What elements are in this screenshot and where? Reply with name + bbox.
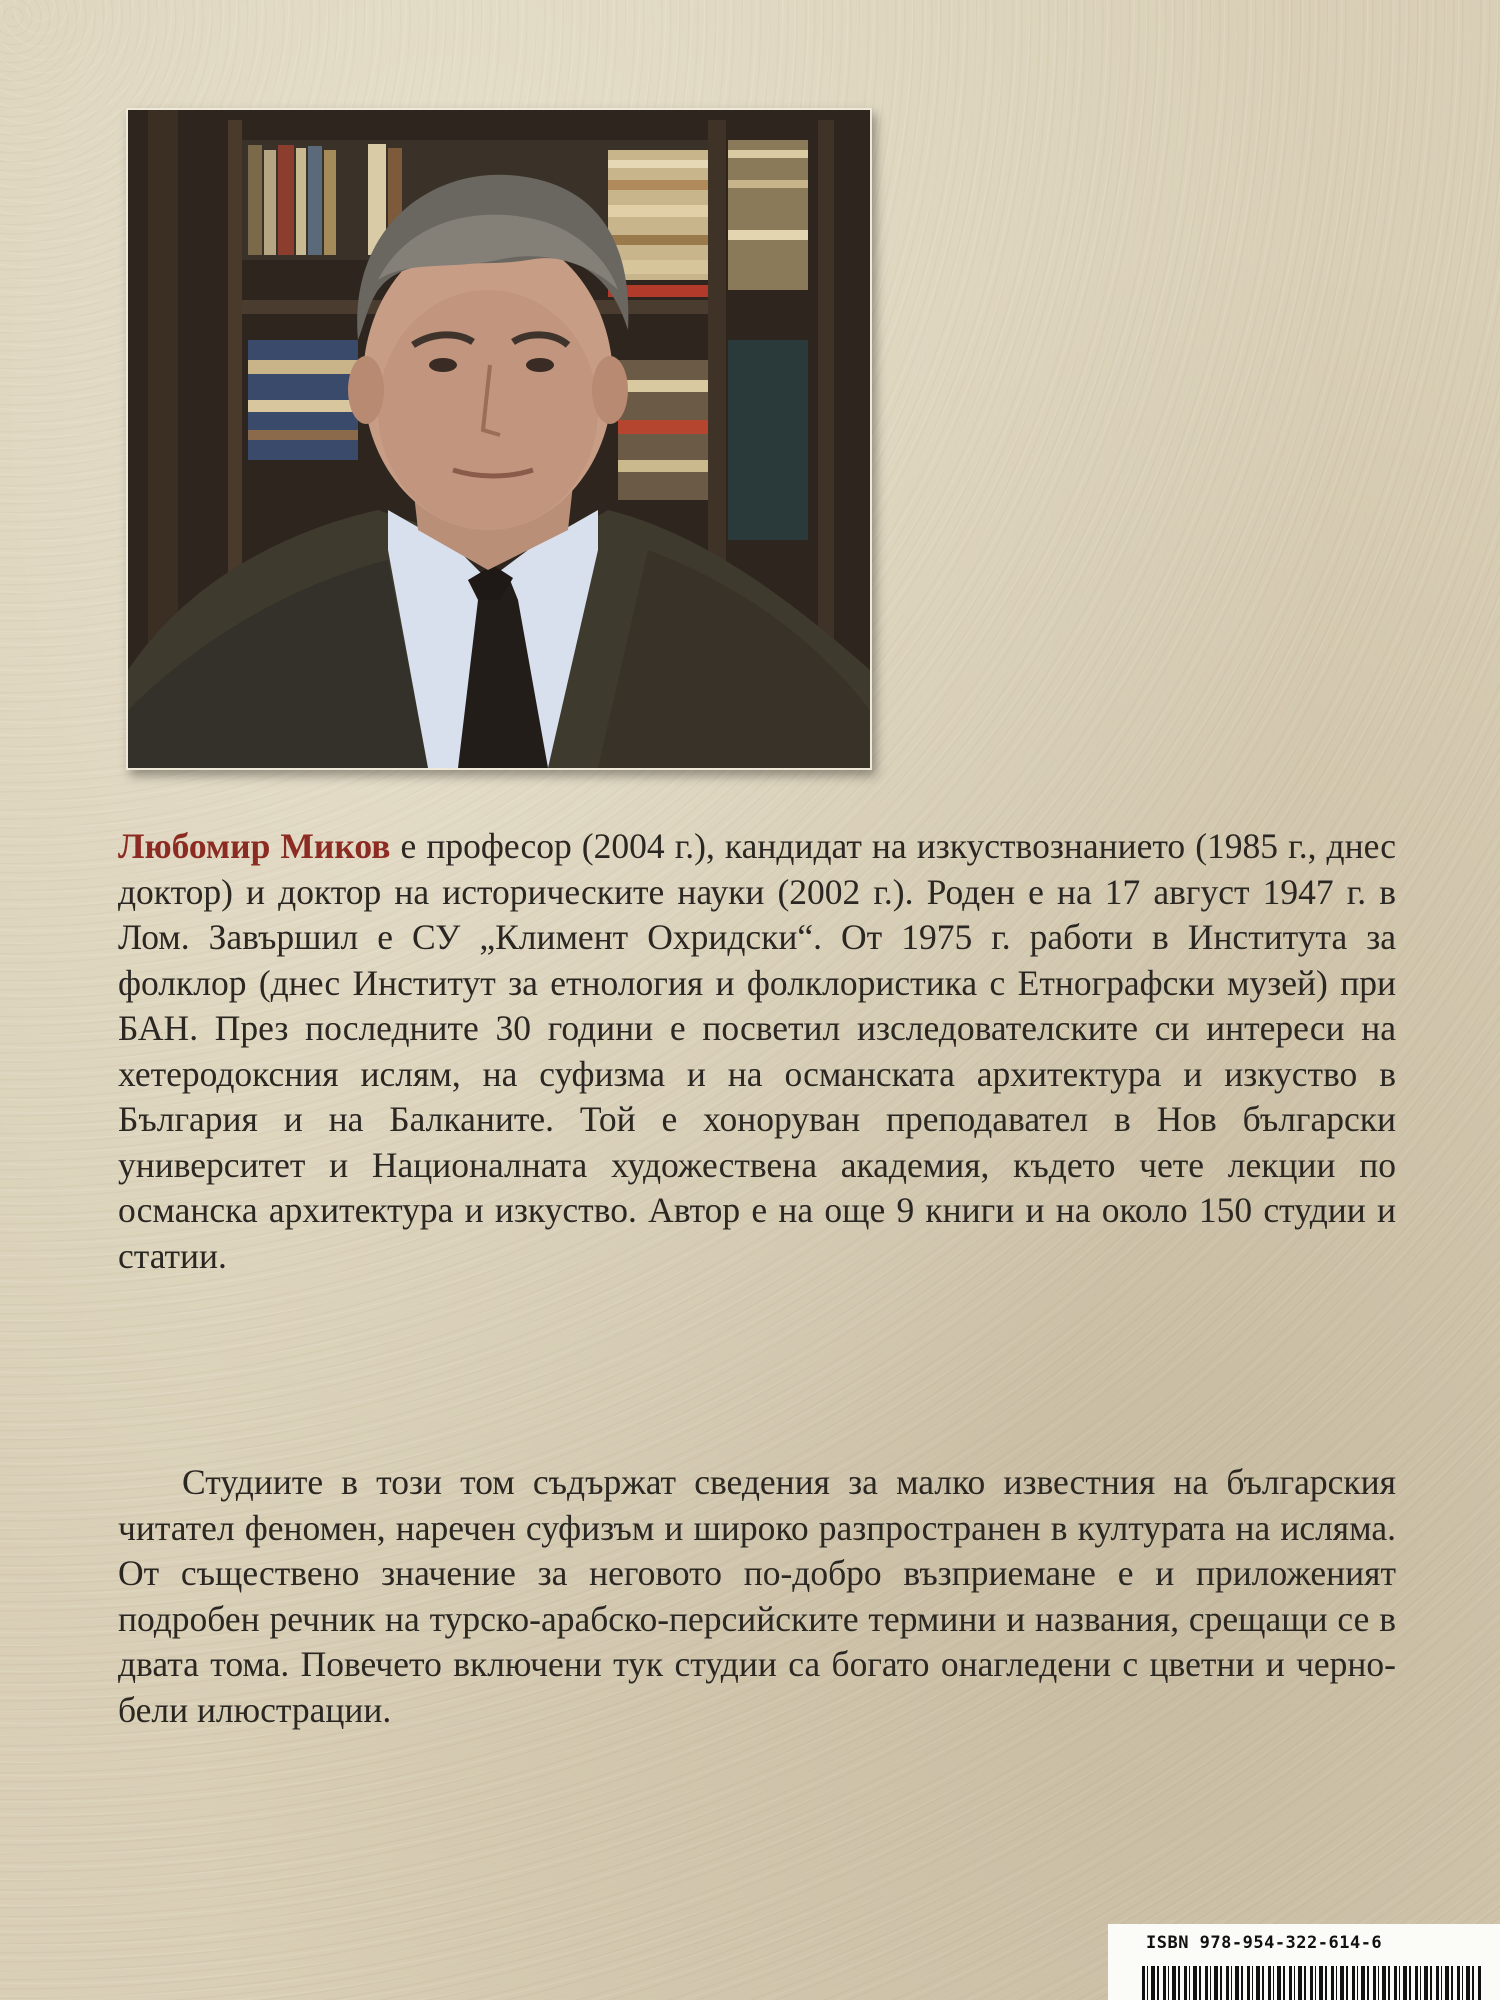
author-portrait-icon: [128, 110, 870, 768]
author-bio-text: е професор (2004 г.), кандидат на изкуствознанието (1985 г., днес доктор) и доктор на историческите науки (2002 г.). Роден е на 17 август 1947 г. в Лом. Завършил е СУ „Климент Охридски“. От 1975 г. работи в Института за фолклор (днес Институт за етнология и фолклористика с Етнографски музей) при БАН. През последните 30 години е посветил изследователските си интереси на хетеродоксния ислям, на суфизма и на османската архитектура и изкуство в България и на Балканите. Той е хоноруван преподавател в Нов български университет и Националната художествена академия, където чете лекции по османска архитектура и изкуство. Автор е на още 9 книги и на около 150 студии и статии.: [118, 826, 1396, 1276]
author-name: Любомир Миков: [118, 826, 391, 866]
barcode-icon: [1142, 1966, 1482, 2000]
isbn-barcode: [1108, 1924, 1500, 2000]
author-bio: [118, 824, 1396, 1279]
book-summary: Студиите в този том съдържат сведения за малко известния на българския читател феномен, наречен суфизъм и широко разпространен в културата на исляма. От съществено значение за неговото по-добро възприемане е и приложеният подробен речник на турско-арабско-персийските термини и названия, срещащи се в двата тома. Повечето включени тук студии са богато онагледени с цветни и черно-бели илюстрации.: [118, 1462, 1396, 1730]
isbn-number: ISBN 978-954-322-614-6: [1146, 1933, 1383, 1953]
author-photo: [126, 108, 872, 770]
